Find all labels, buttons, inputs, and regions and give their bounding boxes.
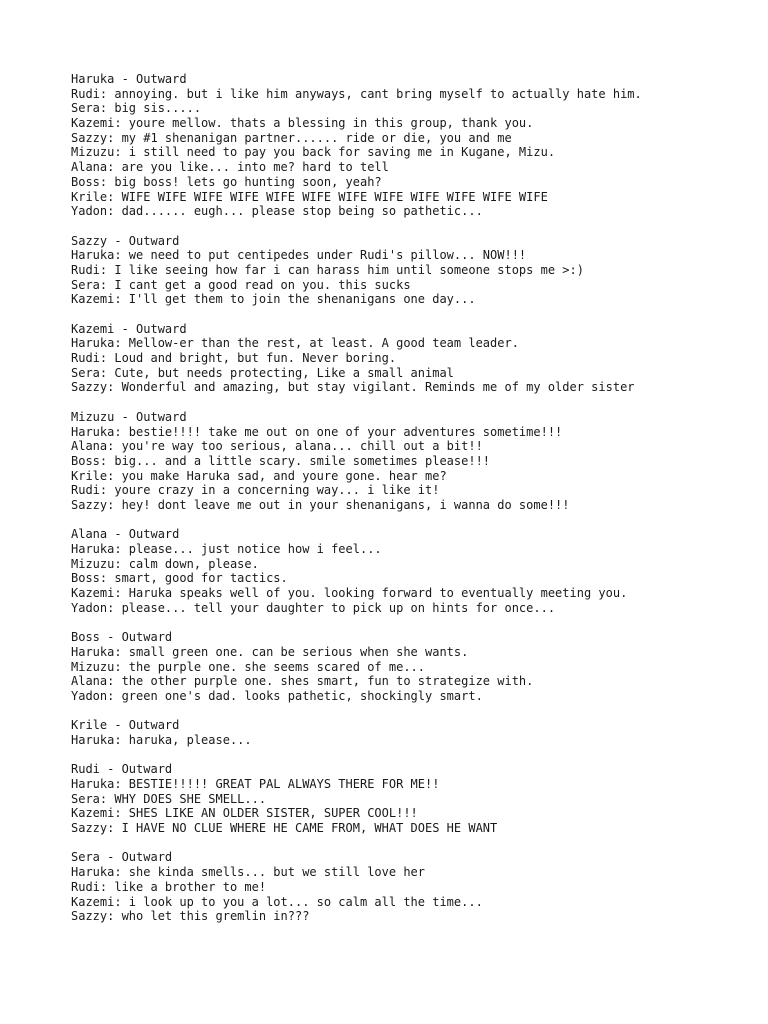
section-rudi	[71, 762, 751, 835]
section-sera	[71, 850, 751, 923]
text-line: Kazemi: I'll get them to join the shenanigans one day...	[71, 292, 476, 307]
text-line: Rudi: Loud and bright, but fun. Never boring.	[71, 351, 397, 366]
text-line: Krile: you make Haruka sad, and youre gone. hear me?	[71, 468, 447, 483]
text-line: Sera: I cant get a good read on you. this sucks	[71, 277, 411, 292]
section-heading: Rudi - Outward	[71, 762, 173, 777]
text-line: Krile: WIFE WIFE WIFE WIFE WIFE WIFE WIFE WIFE WIFE WIFE WIFE WIFE	[71, 189, 548, 204]
text-line: Alana: the other purple one. shes smart, fun to strategize with.	[71, 674, 534, 689]
document-page	[71, 72, 751, 939]
text-line: Sera: big sis.....	[71, 101, 202, 116]
text-line: Sera: Cute, but needs protecting, Like a small animal	[71, 365, 454, 380]
text-line: Yadon: please... tell your daughter to pick up on hints for once...	[71, 600, 556, 615]
section-krile	[71, 718, 751, 747]
section-boss	[71, 630, 751, 703]
text-line: Rudi: I like seeing how far i can harass him until someone stops me >:)	[71, 262, 584, 277]
text-line: Kazemi: i look up to you a lot... so calm all the time...	[71, 894, 483, 909]
text-line: Haruka: haruka, please...	[71, 732, 252, 747]
section-heading: Sazzy - Outward	[71, 233, 180, 248]
section-alana	[71, 527, 751, 615]
text-line: Sazzy: hey! dont leave me out in your shenanigans, i wanna do some!!!	[71, 497, 570, 512]
text-line: Yadon: green one's dad. looks pathetic, shockingly smart.	[71, 688, 483, 703]
text-line: Mizuzu: the purple one. she seems scared of me...	[71, 659, 426, 674]
text-line: Yadon: dad...... eugh... please stop being so pathetic...	[71, 204, 483, 219]
text-line: Kazemi: SHES LIKE AN OLDER SISTER, SUPER COOL!!!	[71, 806, 418, 821]
section-sazzy	[71, 234, 751, 307]
text-line: Sazzy: Wonderful and amazing, but stay vigilant. Reminds me of my older sister	[71, 380, 635, 395]
text-line: Rudi: youre crazy in a concerning way... i like it!	[71, 483, 440, 498]
text-line: Haruka: bestie!!!! take me out on one of your adventures sometime!!!	[71, 424, 563, 439]
text-line: Alana: you're way too serious, alana... chill out a bit!!	[71, 439, 483, 454]
section-mizuzu	[71, 410, 751, 513]
text-line: Sera: WHY DOES SHE SMELL...	[71, 791, 267, 806]
section-heading: Haruka - Outward	[71, 72, 187, 86]
text-line: Kazemi: youre mellow. thats a blessing in this group, thank you.	[71, 116, 534, 131]
text-line: Sazzy: my #1 shenanigan partner...... ride or die, you and me	[71, 130, 512, 145]
section-haruka	[71, 72, 751, 219]
text-line: Haruka: small green one. can be serious when she wants.	[71, 644, 469, 659]
text-line: Haruka: she kinda smells... but we still love her	[71, 865, 426, 880]
text-line: Sazzy: who let this gremlin in???	[71, 909, 310, 924]
text-line: Haruka: BESTIE!!!!! GREAT PAL ALWAYS THERE FOR ME!!	[71, 777, 440, 791]
section-heading: Mizuzu - Outward	[71, 409, 187, 424]
text-line: Mizuzu: calm down, please.	[71, 556, 259, 571]
section-heading: Alana - Outward	[71, 527, 180, 542]
text-line: Haruka: we need to put centipedes under Rudi's pillow... NOW!!!	[71, 248, 527, 263]
text-line: Alana: are you like... into me? hard to tell	[71, 160, 389, 175]
section-heading: Boss - Outward	[71, 630, 173, 645]
text-line: Rudi: like a brother to me!	[71, 879, 267, 894]
text-line: Boss: big... and a little scary. smile sometimes please!!!	[71, 453, 491, 468]
text-line: Haruka: please... just notice how i feel...	[71, 542, 382, 556]
text-line: Haruka: Mellow-er than the rest, at least. A good team leader.	[71, 336, 519, 351]
text-line: Rudi: annoying. but i like him anyways, cant bring myself to actually hate him.	[71, 86, 642, 101]
text-line: Kazemi: Haruka speaks well of you. looking forward to eventually meeting you.	[71, 586, 628, 601]
text-line: Boss: smart, good for tactics.	[71, 571, 288, 586]
text-line: Boss: big boss! lets go hunting soon, yeah?	[71, 174, 382, 189]
section-heading: Sera - Outward	[71, 850, 173, 865]
section-heading: Kazemi - Outward	[71, 321, 187, 336]
section-kazemi	[71, 322, 751, 395]
text-line: Mizuzu: i still need to pay you back for saving me in Kugane, Mizu.	[71, 145, 556, 160]
section-heading: Krile - Outward	[71, 718, 180, 733]
text-line: Sazzy: I HAVE NO CLUE WHERE HE CAME FROM, WHAT DOES HE WANT	[71, 821, 498, 836]
